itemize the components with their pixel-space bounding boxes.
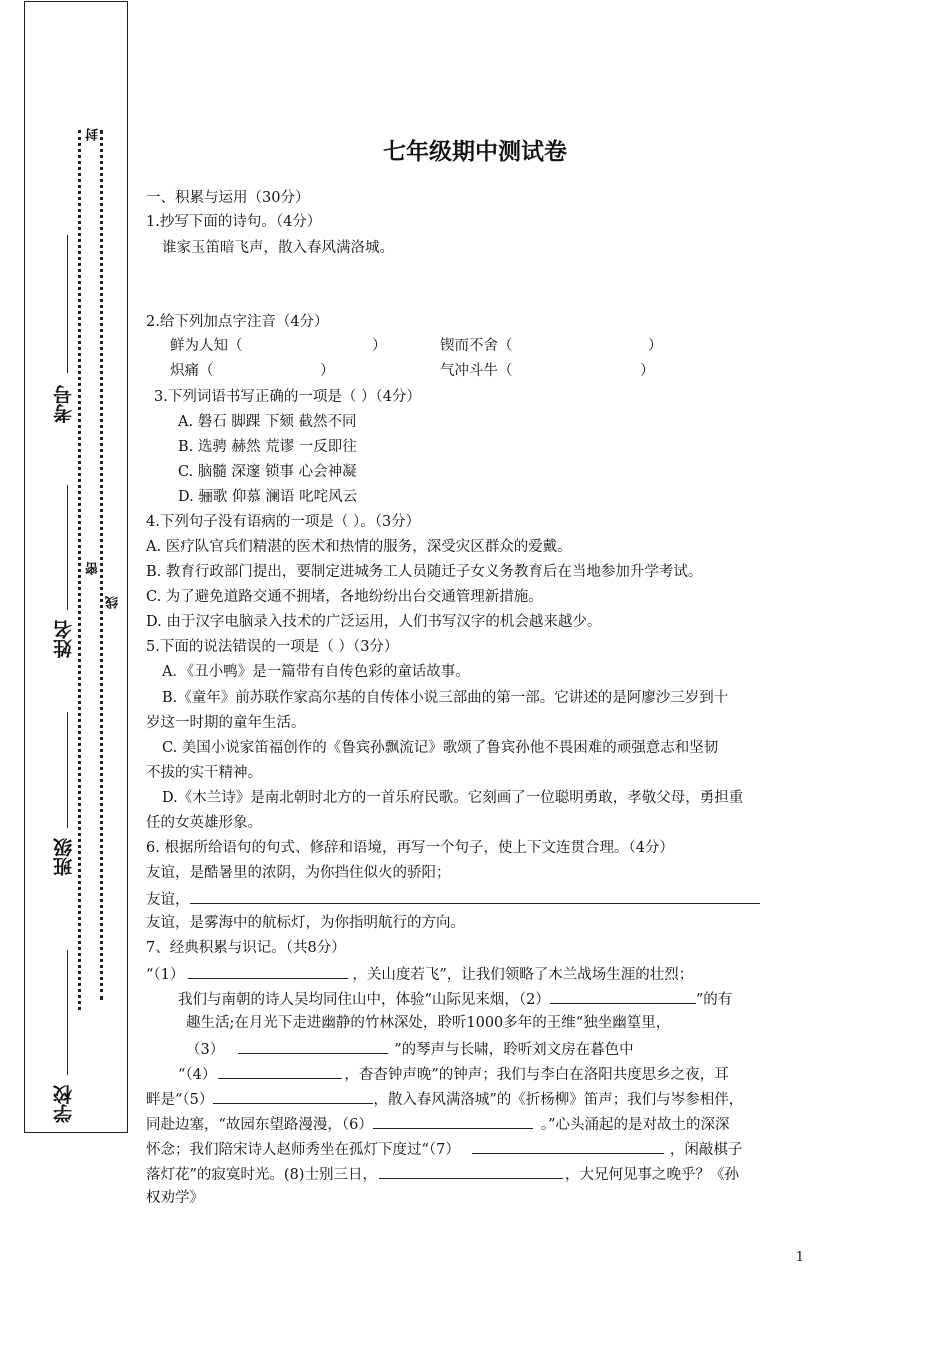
q7-line-9-text-b: ，大兄何见事之晚乎？《孙 <box>564 1167 739 1183</box>
seal-char-mi: 密 <box>86 562 101 575</box>
exam-number-label: 考号 <box>53 385 75 423</box>
q7-line-8-text-a: 怀念；我们陪宋诗人赵师秀坐在孤灯下度过“（7） <box>146 1142 460 1158</box>
q7-blank-4[interactable] <box>218 1063 342 1079</box>
q7-line-4-text-a: （3） <box>186 1042 225 1058</box>
q7-line-5 <box>178 1063 729 1085</box>
page-number: 1 <box>795 1250 804 1265</box>
page-title: 七年级期中测试卷 <box>383 139 567 165</box>
q7-line-6-text-b: ，散入春风满洛城”的《折杨柳》笛声；我们与岑参相伴， <box>373 1092 744 1108</box>
q2-item-a: 鲜为人知（ <box>170 338 243 354</box>
q7-line-5-text-b: ，杳杳钟声晚”的钟声；我们与李白在洛阳共度思乡之夜，耳 <box>344 1067 729 1083</box>
q5-option-b-line1: B.《童年》前苏联作家高尔基的自传体小说三部曲的第一部。它讲述的是阿廖沙三岁到十 <box>162 690 729 706</box>
q7-blank-2[interactable] <box>550 988 696 1004</box>
q2-item-b-close: ） <box>648 338 663 354</box>
q7-line-3: 趣生活;在月光下走进幽静的竹林深处，聆听1000多年的王维“独坐幽篁里， <box>186 1015 671 1031</box>
q7-line-1-text-a: “（1） <box>146 967 185 983</box>
q4-option-a: A. 医疗队官兵们精湛的医术和热情的服务，深受灾区群众的爱戴。 <box>146 539 572 555</box>
section-heading: 一、积累与运用（30分） <box>146 190 310 206</box>
q3-option-b: B. 选骋 赫然 荒谬 一反即往 <box>178 439 357 455</box>
name-fill-line <box>67 485 68 610</box>
q4-option-c: C. 为了避免道路交通不拥堵，各地纷纷出台交通管理新措施。 <box>146 589 543 605</box>
q5-option-c-line1: C. 美国小说家笛福创作的《鲁宾孙飘流记》歌颂了鲁宾孙他不畏困难的顽强意志和坚韧 <box>162 740 719 756</box>
q7-line-7-text-a: 同赴边塞，“故园东望路漫漫，（6） <box>146 1117 373 1133</box>
binding-margin-box <box>24 1 128 1133</box>
q7-line-2 <box>178 988 732 1010</box>
q2-item-a-close: ） <box>372 338 387 354</box>
question-1-poem: 谁家玉笛暗飞声，散入春风满洛城。 <box>162 240 394 256</box>
q3-option-a: A. 磐石 脚踝 下颏 截然不同 <box>178 414 357 430</box>
q7-line-8 <box>146 1138 742 1160</box>
q7-line-9-text-a: 落灯花”的寂寞时光。(8)士别三日， <box>146 1167 377 1183</box>
q6-line-2-text: 友谊， <box>146 892 190 908</box>
seal-line-outer <box>78 130 81 1010</box>
q7-line-5-text-a: “（4） <box>178 1067 217 1083</box>
seal-char-xian: 线 <box>106 596 121 609</box>
q5-option-c-line2: 不拔的实干精神。 <box>146 765 262 781</box>
q3-option-c: C. 脑髓 深邃 锁事 心会神凝 <box>178 464 357 480</box>
class-label: 班级 <box>53 838 75 876</box>
q7-line-1 <box>146 963 693 985</box>
q2-item-d-close: ） <box>640 363 655 379</box>
school-label: 学校 <box>53 1085 75 1123</box>
question-6: 6. 根据所给语句的句式、修辞和语境，再写一个句子，使上下文连贯合理。（4分） <box>146 840 674 856</box>
q7-line-6 <box>146 1088 743 1110</box>
q4-option-b: B. 教育行政部门提出，要制定进城务工人员随迁子女义务教育后在当地参加升学考试。 <box>146 564 703 580</box>
q7-blank-5[interactable] <box>213 1088 373 1104</box>
q7-line-8-text-b: ，闲敲棋子 <box>669 1142 743 1158</box>
q7-blank-7[interactable] <box>472 1138 664 1154</box>
q7-line-10: 权劝学》 <box>146 1190 204 1206</box>
question-2: 2.给下列加点字注音（4分） <box>146 314 329 330</box>
seal-char-feng: 封 <box>86 128 101 141</box>
q7-line-2-text-a: 我们与南朝的诗人吴均同住山中，体验“山际见来烟，（2） <box>178 992 550 1008</box>
q7-blank-1[interactable] <box>188 963 348 979</box>
q2-item-b: 锲而不舍（ <box>440 338 513 354</box>
q5-option-d-line1: D.《木兰诗》是南北朝时北方的一首乐府民歌。它刻画了一位聪明勇敢，孝敬父母，勇担重 <box>162 790 744 806</box>
q3-option-d: D. 骊歌 仰慕 澜语 叱咤风云 <box>178 489 358 505</box>
q7-blank-6[interactable] <box>373 1113 533 1129</box>
q7-blank-3[interactable] <box>238 1038 388 1054</box>
name-label: 姓名 <box>53 620 75 658</box>
q2-item-c-close: ） <box>320 363 335 379</box>
question-7: 7、经典积累与识记。（共8分） <box>146 940 346 956</box>
q6-line-2 <box>146 888 760 910</box>
question-5: 5.下面的说法错误的一项是（ ）（3分） <box>146 639 399 655</box>
question-4: 4.下列句子没有语病的一项是（ ）。（3分） <box>146 514 421 530</box>
q7-line-9 <box>146 1163 739 1185</box>
class-fill-line <box>67 712 68 828</box>
question-1: 1.抄写下面的诗句。（4分） <box>146 214 322 230</box>
q4-option-d: D. 由于汉字电脑录入技术的广泛运用，人们书写汉字的机会越来越少。 <box>146 614 602 630</box>
q5-option-a: A．《丑小鸭》是一篇带有自传色彩的童话故事。 <box>162 664 470 680</box>
q7-line-4 <box>186 1038 634 1060</box>
q7-line-7 <box>146 1113 730 1135</box>
q7-line-1-text-b: ，关山度若飞”，让我们领略了木兰战场生涯的壮烈； <box>352 967 694 983</box>
q7-line-4-text-b: ”的琴声与长啸，聆听刘文房在暮色中 <box>394 1042 634 1058</box>
q7-line-7-text-b: 。”心头涌起的是对故土的深深 <box>540 1117 730 1133</box>
question-3: 3.下列词语书写正确的一项是（ ）（4分） <box>154 389 421 405</box>
q7-line-6-text-a: 畔是“（5） <box>146 1092 214 1108</box>
q7-line-2-text-b: ”的有 <box>695 992 733 1008</box>
q5-option-d-line2: 任的女英雄形象。 <box>146 815 262 831</box>
q7-blank-8[interactable] <box>379 1163 563 1179</box>
exam-number-fill-line <box>67 235 68 373</box>
q5-option-b-line2: 岁这一时期的童年生活。 <box>146 715 306 731</box>
q6-answer-blank[interactable] <box>190 888 760 904</box>
q2-item-d: 气冲斗牛（ <box>440 363 513 379</box>
q6-line-3: 友谊，是雾海中的航标灯，为你指明航行的方向。 <box>146 915 465 931</box>
school-fill-line <box>67 950 68 1075</box>
q6-line-1: 友谊，是酷暑里的浓阴，为你挡住似火的骄阳； <box>146 865 451 881</box>
q2-item-c: 炽痛（ <box>170 363 214 379</box>
